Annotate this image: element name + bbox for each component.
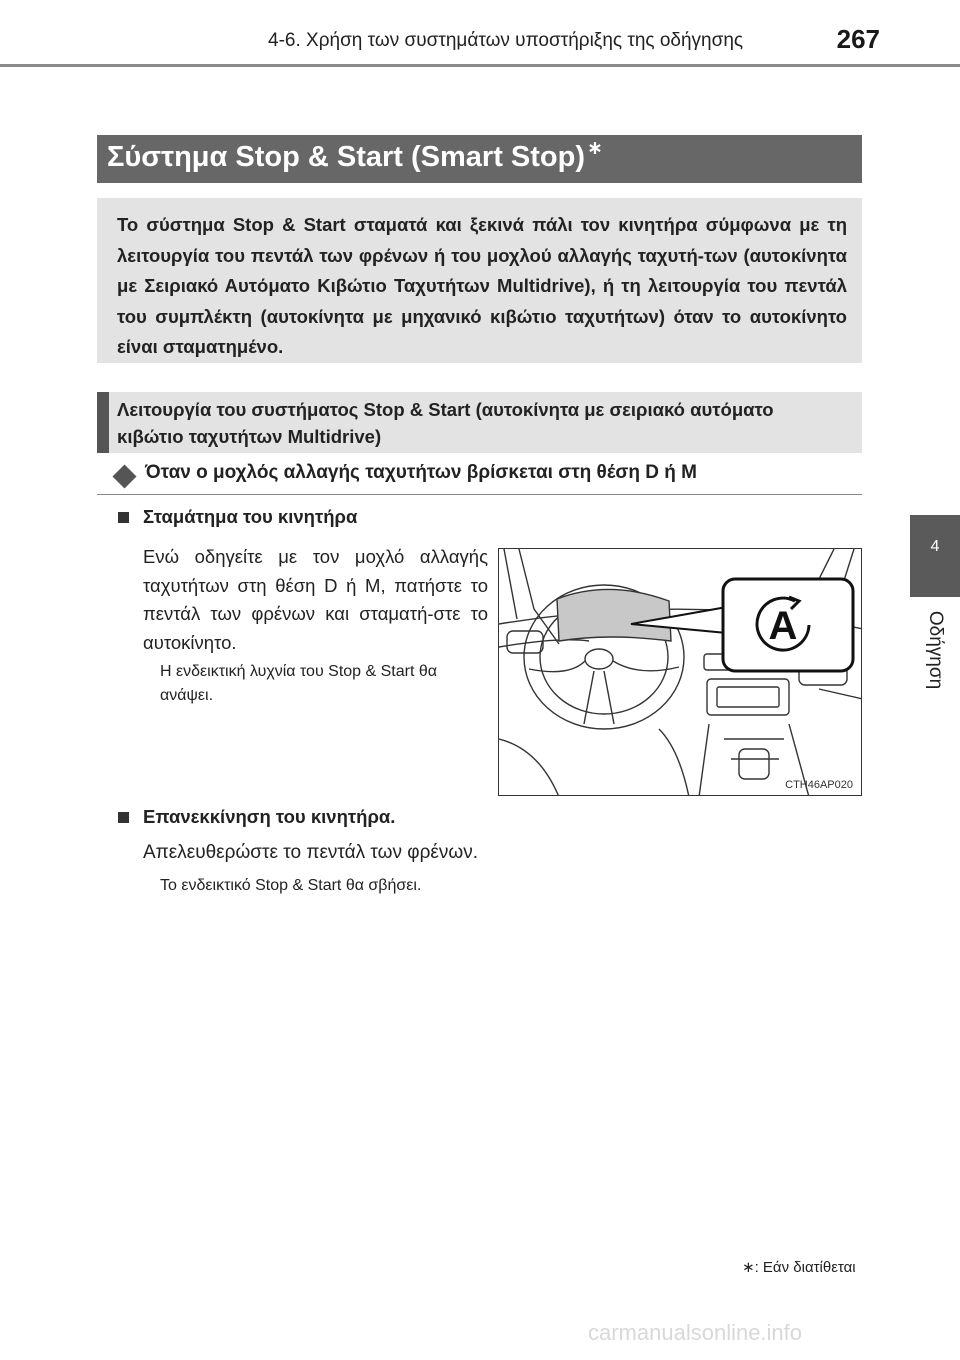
stop-engine-text: Ενώ οδηγείτε με τον μοχλό αλλαγής ταχυτήτων στη θέση D ή M, πατήστε το πεντάλ των φρένων και σταματή-στε το αυτοκίνητο. (143, 546, 488, 653)
chapter-tab (910, 515, 960, 597)
header-rule (0, 64, 960, 67)
watermark: carmanualsonline.info (588, 1320, 803, 1345)
restart-engine-note: Το ενδεικτικό Stop & Start θα σβήσει. (160, 877, 422, 894)
stop-engine-heading: Σταμάτημα του κινητήρα (143, 506, 358, 527)
subheading-rule (97, 494, 862, 495)
callout-label: A (768, 604, 798, 648)
running-header-section: 4-6. Χρήση των συστημάτων υποστήριξης της οδήγησης (268, 30, 744, 51)
dashboard-drawing (499, 549, 862, 796)
section-heading-accent (97, 392, 109, 453)
stop-engine-note: Η ενδεικτική λυχνία του Stop & Start θα ανάψει. (160, 663, 438, 704)
restart-engine-heading: Επανεκκίνηση του κινητήρα. (143, 806, 396, 827)
subheading: Όταν ο μοχλός αλλαγής ταχυτήτων βρίσκεται στη θέση D ή M (145, 462, 697, 483)
dashboard-illustration (498, 548, 862, 796)
square-bullet-icon (118, 812, 129, 823)
chapter-tab-number: 4 (930, 538, 940, 555)
figure-code: CTH46AP020 (785, 779, 853, 791)
title-asterisk: ∗ (587, 138, 603, 159)
footnote-text: : Εάν διατίθεται (754, 1259, 856, 1276)
square-bullet-icon (118, 512, 129, 523)
footnote-asterisk: ∗ (742, 1259, 755, 1276)
restart-engine-text: Απελευθερώστε το πεντάλ των φρένων. (143, 842, 478, 863)
intro-text: Το σύστημα Stop & Start σταματά και ξεκινά πάλι τον κινητήρα σύμφωνα με τη λειτουργία του πεντάλ των φρένων ή του μοχλού αλλαγής ταχυτή-των (αυτοκίνητα με Σειριακό Αυτόματο Κιβώτιο Ταχυτήτων Multidrive), ή τη λειτουργία του πεντάλ του συμπλέκτη (αυτοκίνητα με μηχανικό κιβώτιο ταχυτήτων) όταν το αυτοκίνητο είναι σταματημένο. (117, 214, 847, 357)
footnote (742, 1258, 856, 1276)
diamond-icon (112, 464, 136, 488)
section-heading: Λειτουργία του συστήματος Stop & Start (αυτοκίνητα με σειριακό αυτόματο κιβώτιο ταχυτήτων Multidrive) (117, 399, 774, 447)
page-number: 267 (836, 24, 880, 54)
page-title-text: Σύστημα Stop & Start (Smart Stop) (107, 141, 586, 173)
chapter-tab-label: Οδήγηση (925, 610, 946, 690)
page-title (107, 138, 603, 174)
